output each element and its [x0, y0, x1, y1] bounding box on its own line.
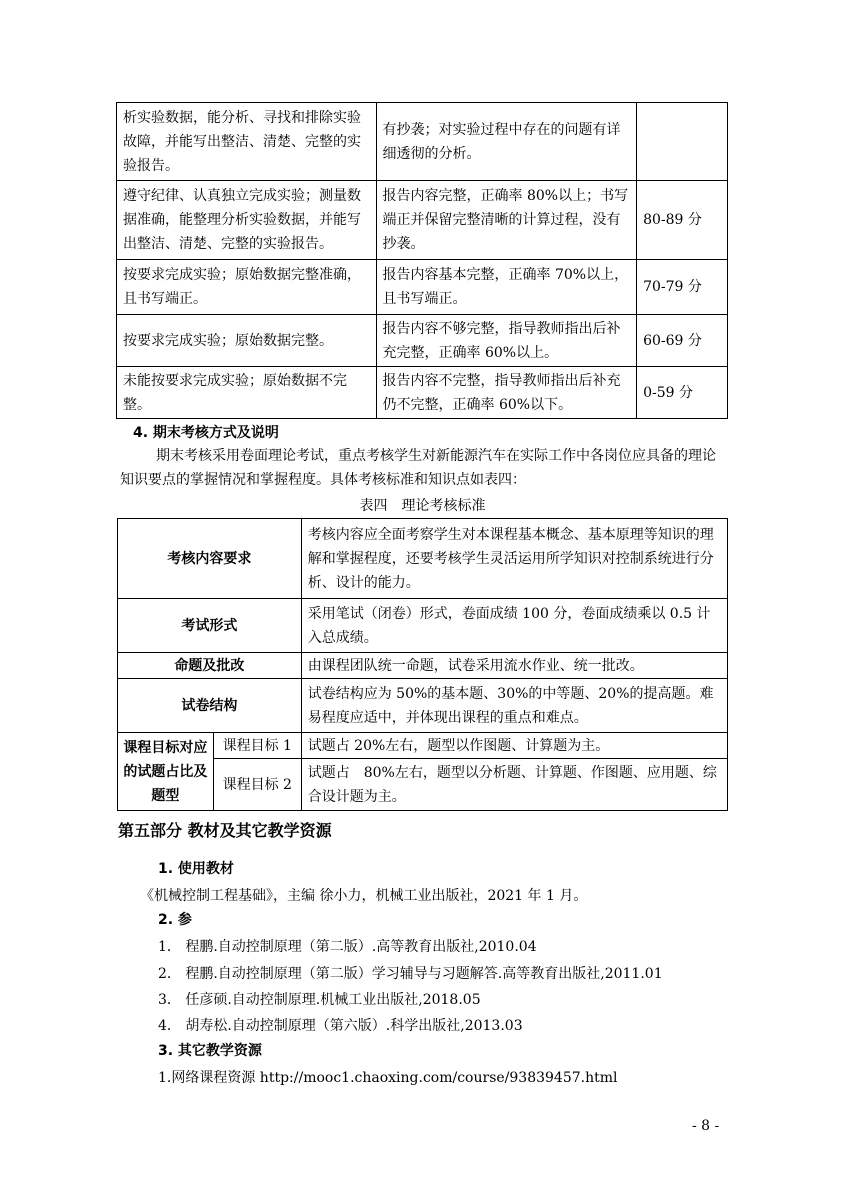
reference-item: 4． 胡寿松.自动控制原理（第六版）.科学出版社,2013.03 [158, 1018, 523, 1034]
part5-title: 第五部分 教材及其它教学资源 [118, 821, 332, 840]
structure-value: 试卷结构应为 50%的基本题、30%的中等题、20%的提高题。难易程度应适中，并体现出课程的重点和难点。 [301, 679, 727, 733]
table-row [117, 315, 728, 367]
table-row [118, 733, 728, 759]
table-row [118, 653, 728, 679]
report-cell: 报告内容基本完整，正确率 70%以上，且书写端正。 [376, 260, 637, 315]
table-row [117, 103, 728, 181]
objective2-value: 试题占 80%左右，题型以分析题、计算题、作图题、应用题、综合设计题为主。 [301, 759, 727, 811]
grading-value: 由课程团队统一命题，试卷采用流水作业、统一批改。 [301, 653, 727, 679]
objective1-value: 试题占 20%左右，题型以作图题、计算题为主。 [301, 733, 727, 759]
reference-item: 1． 程鹏.自动控制原理（第二版）.高等教育出版社,2010.04 [158, 939, 537, 955]
other-resources-heading: 3. 其它教学资源 [158, 1043, 262, 1059]
other-resources-text: 1.网络课程资源 http://mooc1.chaoxing.com/course/93839457.html [158, 1070, 618, 1086]
objective-label: 课程目标对应的试题占比及题型 [118, 733, 214, 811]
textbook-heading: 1. 使用教材 [158, 861, 234, 877]
textbook-text: 《机械控制工程基础》，主编 徐小力，机械工业出版社，2021 年 1 月。 [140, 888, 588, 904]
objective2-name: 课程目标 2 [213, 759, 301, 811]
reference-item: 3． 任彦硕.自动控制原理.机械工业出版社,2018.05 [158, 992, 481, 1008]
score-cell: 60-69 分 [637, 315, 728, 367]
reference-item: 2． 程鹏.自动控制原理（第二版）学习辅导与习题解答.高等教育出版社,2011.01 [158, 966, 663, 982]
report-cell: 报告内容不够完整，指导教师指出后补充完整，正确率 60%以上。 [376, 315, 637, 367]
page-number: - 8 - [692, 1118, 720, 1134]
requirement-cell: 析实验数据，能分析、寻找和排除实验故障，并能写出整洁、清楚、完整的实验报告。 [117, 103, 377, 181]
table-row [117, 367, 728, 419]
experiment-grading-table [116, 102, 728, 419]
table-caption: 表四 理论考核标准 [359, 498, 486, 514]
report-cell: 报告内容不完整，指导教师指出后补充仍不完整，正确率 60%以下。 [376, 367, 637, 419]
exam-form-label: 考试形式 [118, 599, 302, 653]
content-req-value: 考核内容应全面考察学生对本课程基本概念、基本原理等知识的理解和掌握程度，还要考核学生灵活运用所学知识对控制系统进行分析、设计的能力。 [301, 519, 727, 599]
report-cell: 报告内容完整，正确率 80%以上；书写端正并保留完整清晰的计算过程，没有抄袭。 [376, 181, 637, 260]
score-cell [637, 103, 728, 181]
score-cell: 80-89 分 [637, 181, 728, 260]
score-cell: 70-79 分 [637, 260, 728, 315]
exam-form-value: 采用笔试（闭卷）形式，卷面成绩 100 分，卷面成绩乘以 0.5 计入总成绩。 [301, 599, 727, 653]
table-row [117, 181, 728, 260]
table-row [118, 519, 728, 599]
theory-assessment-table [117, 518, 728, 811]
objective1-name: 课程目标 1 [213, 733, 301, 759]
final-exam-paragraph: 期末考核采用卷面理论考试，重点考核学生对新能源汽车在实际工作中各岗位应具备的理论知识要点的掌握情况和掌握程度。具体考核标准和知识点如表四： [120, 448, 716, 488]
table-row [117, 260, 728, 315]
refs-heading: 2. 参 [158, 912, 192, 928]
structure-label: 试卷结构 [118, 679, 302, 733]
requirement-cell: 遵守纪律、认真独立完成实验；测量数据准确，能整理分析实验数据，并能写出整洁、清楚、完整的实验报告。 [117, 181, 377, 260]
requirement-cell: 未能按要求完成实验；原始数据不完整。 [117, 367, 377, 419]
content-req-label: 考核内容要求 [118, 519, 302, 599]
requirement-cell: 按要求完成实验；原始数据完整准确，且书写端正。 [117, 260, 377, 315]
grading-label: 命题及批改 [118, 653, 302, 679]
table-row [118, 599, 728, 653]
final-exam-heading: 4. 期末考核方式及说明 [133, 425, 279, 441]
requirement-cell: 按要求完成实验；原始数据完整。 [117, 315, 377, 367]
score-cell: 0-59 分 [637, 367, 728, 419]
table-row [118, 679, 728, 733]
report-cell: 有抄袭；对实验过程中存在的问题有详细透彻的分析。 [376, 103, 637, 181]
